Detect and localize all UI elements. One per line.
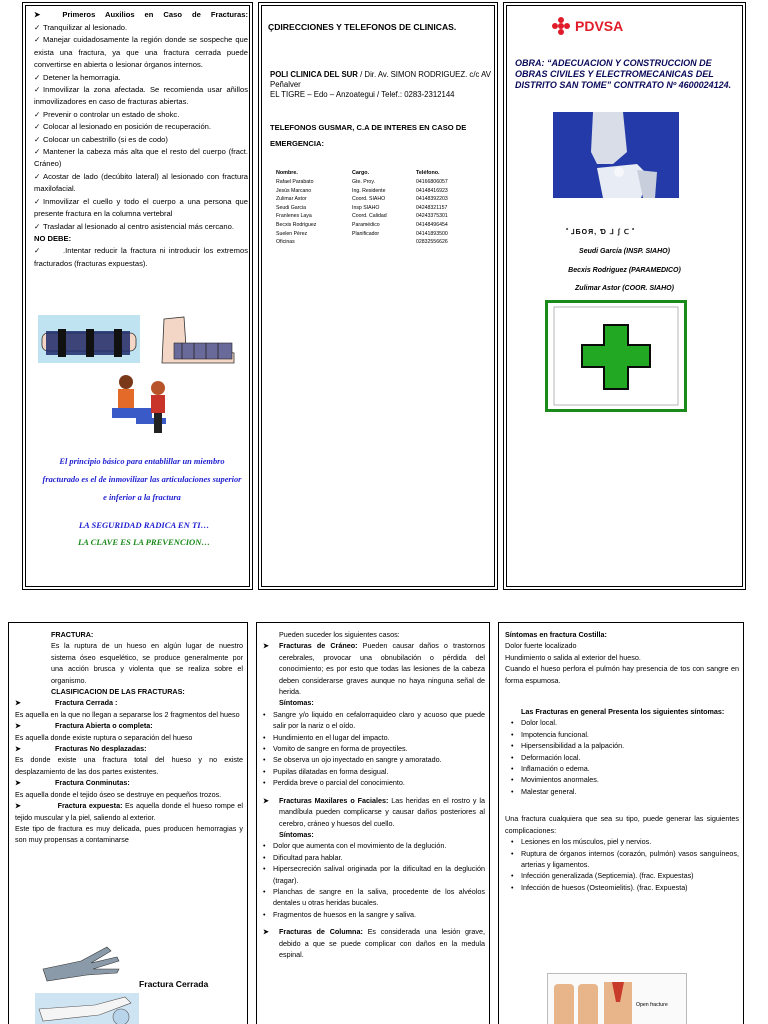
craneo-sintoma: • Hundimiento en el lugar del impacto. [263,732,485,743]
first-aid-step: ✓ Colocar al lesionado en posición de recuperación. [34,121,248,133]
contact-role: Paramédico [352,221,380,228]
first-aid-list [34,22,248,233]
check-icon: ✓ [34,23,41,32]
hand-xray-image [37,939,127,983]
costilla-line: Dolor fuerte localizado [505,641,577,651]
arrow-icon: ➤ [15,721,22,731]
columna-section: ➤ Fracturas de Columna: Es considerada una lesión grave, debido a que se puede complicar con daños en la medula espinal. [263,927,486,959]
general-sintoma: • Dolor local. [511,717,739,728]
fracture-heading: FRACTURA: [51,630,94,639]
clinics-heading: ÇDIRECCIONES Y TELEFONOS DE CLINICAS. [268,22,457,32]
first-aid-step: ✓ Colocar un cabestrillo (si es de codo) [34,134,248,146]
complicaciones-list [505,836,739,893]
arrow-icon: ➤ [15,778,22,788]
check-icon: ✓ [34,72,41,82]
complicacion: • Ruptura de órganos internos (corazón, pulmón) vasos sanguíneos, arterias y ligamentos. [511,848,739,871]
contact-row [276,204,452,213]
first-aid-step: ✓ Tranquilizar al lesionado. [34,22,248,34]
check-icon: ✓ [34,246,41,256]
craneo-sintoma: • Perdida breve o parcial del conocimiento. [263,777,485,788]
check-icon: ✓ [34,147,41,157]
maxilar-sintoma: • Hipersecreción salival originada por la dificultad en la deglución (tragar). [263,863,485,886]
open-fracture-caption: Open fracture [636,1002,668,1008]
fracture-type-desc: Es aquella en la que no llegan a separarse los 2 fragmentos del hueso [15,709,240,719]
maxilar-sintoma: • Dificultad para hablar. [263,852,485,863]
general-sintoma: • Inflamación o edema. [511,763,739,774]
first-aid-step: ✓ Prevenir o controlar un estado de shokc. [34,109,248,121]
contact-phone: 04248321157 [416,204,448,211]
col-header-role: Cargo. [352,170,370,176]
complicacion: • Infección de huesos (Osteomielitis). (frac. Expuesta) [511,882,739,893]
contact-row [276,187,452,196]
contact-phone: 04148392203 [416,196,448,203]
contacts-table [276,170,452,247]
complicacion: • Infección generalizada (Septicemia). (frac. Expuestas) [511,870,739,881]
check-icon: ✓ [34,221,41,231]
check-icon: ✓ [34,35,41,45]
arm-bone-image [35,993,139,1024]
general-sintoma: • Movimientos anormales. [511,774,739,785]
first-aid-cross-icon [545,300,687,412]
classification-heading: CLASIFICACION DE LAS FRACTURAS: [51,687,185,697]
credit-coordinator: Zulimar Astor (COOR. SIAHO) [575,285,674,292]
contact-role: Ing. Residente [352,187,386,194]
col-header-phone: Teléfono. [416,170,440,176]
pdvsa-logo: PDVSA [551,14,651,38]
motto-security: LA SEGURIDAD RADICA EN TI… [78,520,210,530]
first-aid-panel [22,2,253,590]
symptoms-panel [498,622,744,1024]
first-aid-title: ➤ Primeros Auxilios en Caso de Fracturas: [34,10,248,19]
costilla-lines [505,640,739,686]
first-aid-step: ✓ Trasladar al lesionado al centro asistencial más cercano. [34,221,248,233]
craneo-section: ➤ Fracturas de Cráneo: Pueden causar daños o trastornos cerebrales, provocar una obnubilación o pérdida del conocimiento; es por esto que todas las lesiones de la cabeza deben considerarse graves aunque no haya ninguna señal de herida. [263,641,485,697]
contact-phone: 04243375301 [416,213,448,220]
contact-role [344,238,404,247]
contact-role: Insp SIAHO [352,204,380,211]
contact-phone: 04166806057 [416,179,448,185]
contact-role: Coord. Calidad [352,213,387,220]
check-icon: ✓ [34,122,41,132]
first-aid-step: ✓ Inmovilizar la zona afectada. Se recomienda usar añillos inmovilizadores en caso de fracturas abiertas. [34,85,248,107]
contact-name: Franlenes Laya [276,213,312,220]
project-title: OBRA: “ADECUACION Y CONSTRUCCION DE OBRAS CIVILES Y ELECTROMECANICAS DEL DISTRITO SAN TOME” CONTRATO Nº 4600024124. [515,58,732,90]
contact-name: Zulimar Astor [276,196,307,203]
fracture-type-name: ➤ Fracturas No desplazadas: [15,744,147,754]
craneo-sintomas-label: Síntomas: [279,698,314,708]
maxilar-sintoma: • Fragmentos de huesos en la sangre y saliva. [263,909,485,920]
general-sintoma: • Deformación local. [511,752,739,763]
fracture-type-desc: Es donde existe una fractura total del hueso y no existe desplazamiento de las dos partes existentes. [15,755,243,776]
maxilar-sintomas-label: Síntomas: [279,829,314,839]
contact-role: Gte. Proy. [352,179,375,185]
general-sintoma: • Malestar general. [511,786,739,797]
fracture-types [15,697,243,800]
craneo-sintoma: • Se observa un ojo inyectado en sangre y amoratado. [263,754,485,765]
contact-row [276,178,452,187]
first-aid-step: ✓ Acostar de lado (decúbito lateral) al lesionado con fractura maxilofacial. [34,171,248,194]
general-sintomas-list [505,717,739,797]
first-aid-figures-image [96,372,196,436]
craneo-sintoma: • Sangre y/o liquido en cefalorraquideo claro y acuoso que puede salir por la nariz o el oído. [263,709,485,732]
credit-paramedic: Becxis Rodriguez (PARAMEDICO) [568,267,681,274]
costilla-title: Síntomas en fractura Costilla: [505,630,607,639]
contact-name: Rafael Parabato [276,179,314,185]
pdvsa-emblem-icon [551,16,571,36]
clinics-panel [258,2,498,590]
cover-panel [503,2,746,590]
closed-fracture-caption: Fractura Cerrada [139,979,209,989]
contact-name: Jesús Marcano [276,187,312,194]
fracture-type-name: ➤ Fractura Abierta o completa: [15,721,153,731]
fracture-definition-panel [8,622,248,1024]
craneo-sintoma: • Pupilas dilatadas en forma desigual. [263,766,485,777]
arrow-icon: ➤ [263,927,270,937]
contact-phone: 02832556626 [416,239,448,246]
knee-bone-image [553,112,679,198]
contact-row [276,238,452,247]
contact-row [276,212,452,221]
fracture-type-name: ➤ Fractura Conminutas: [15,778,130,788]
fracture-type-name: ➤ Fractura Cerrada : [15,698,118,708]
fracture-type-desc: Es aquella donde el tejido óseo se destruye en pequeños trozos. [15,789,222,799]
clinic-name: POLI CLINICA DEL SUR [270,70,358,79]
leg-splint-image [34,309,248,369]
maxilar-sintoma: • Planchas de sangre en la saliva, procedente de los alvéolos dentales u otras heridas bucales. [263,886,485,909]
arrow-icon: ➤ [34,10,41,19]
fracture-definition: Es la ruptura de un hueso en algún lugar de nuestro sistema óseo esquelético, se produce generalmente por una acción brusca y violenta que se realiza sobre el organismo. [51,641,243,685]
first-aid-step: ✓ Manejar cuidadosamente la región donde se sospeche que exista una fractura, ya que una fractura cerrada puede convertirse en abierta o lesionar órganos internos. [34,35,248,70]
clinic-info [270,70,494,100]
emergency-heading: TELEFONOS GUSMAR, C.A DE INTERES EN CASO DE EMERGENCIA: [270,123,467,148]
no-debe-item: ✓ .Intentar reducir la fractura ni introducir los extremos fracturados (fracturas expuestas). [34,246,248,268]
check-icon: ✓ [34,109,41,119]
contact-row [276,230,452,239]
open-fracture-image [547,973,687,1024]
maxilar-sintoma: • Dolor que aumenta con el movimiento de la deglución. [263,840,485,851]
arrow-icon: ➤ [15,698,22,708]
craneo-sintoma: • Vomito de sangre en forma de proyectiles. [263,743,485,754]
credit-inspector: Seudi García (INSP. SIAHO) [579,248,670,255]
decorative-glyphs: ⷶ ⅃ƂOЯ, Ɗ ⅃ ʃ ᑕ ⷶ [567,229,634,236]
costilla-line: Cuando el hueso perfora el pulmón hay presencia de tos con sangre en forma espumosa. [505,664,739,685]
first-aid-step: ✓ Detener la hemorragia. [34,72,248,84]
clinic-city: EL TIGRE – Edo – Anzoategui / Telef.: 0283-2312144 [270,90,455,99]
clinic-address: / Dir. Av. SIMON RODRIGUEZ. c/c AV Peñalver [270,70,491,89]
check-icon: ✓ [34,85,41,95]
general-sintoma: • Impotencia funcional. [511,729,739,740]
contact-row [276,195,452,204]
no-debe-label: NO DEBE: [34,233,72,243]
contact-role: Coord. SIAHO [352,196,386,203]
fracture-cases-panel [256,622,490,1024]
complicacion: • Lesiones en los músculos, piel y nervios. [511,836,739,847]
complicaciones-intro: Una fractura cualquiera que sea su tipo, puede generar las siguientes complicaciones: [505,814,739,835]
col-header-name: Nombre. [276,170,298,176]
craneo-sintomas-list [263,709,485,789]
arrow-icon: ➤ [263,795,270,805]
costilla-line: Hundimiento o salida al exterior del hueso. [505,652,641,662]
splint-images [34,309,248,369]
fracture-expuesta: ➤ Fractura expuesta: Es aquella donde el hueso rompe el tejido muscular y la piel, saliendo al exterior. [15,801,244,822]
contact-name: Oficinas [276,239,295,246]
contact-name: Seudi Garcia [276,204,306,211]
contact-row [276,221,452,230]
contact-phone: 04148416923 [416,187,448,194]
arrow-icon: ➤ [15,744,22,754]
contact-phone: 04141893500 [416,230,448,237]
maxilar-sintomas-list [263,840,485,920]
check-icon: ✓ [34,196,41,206]
motto-prevention: LA CLAVE ES LA PREVENCION… [77,537,211,547]
maxilar-section: ➤ Fracturas Maxilares o Faciales: Las heridas en el rostro y la mandíbula pueden complicarse y causar daños posteriores al cerebro, cráneo y huesos del cuello. [263,795,486,828]
cases-intro: Pueden suceder los siguientes casos: [279,630,400,639]
contact-name: Suelen Pérez [276,230,308,237]
fracture-type-desc: Es aquella donde existe ruptura o separación del hueso [15,732,193,742]
arrow-icon: ➤ [263,641,270,651]
fracture-warning: Este tipo de fractura es muy delicada, pues producen hemorragias y son muy propensas a contaminarse [15,823,243,845]
general-sintomas-title: Las Fracturas en general Presenta los siguientes síntomas: [521,707,725,717]
first-aid-step: ✓ Mantener la cabeza más alta que el resto del cuerpo (fract. Cráneo) [34,147,248,169]
check-icon: ✓ [34,134,41,144]
check-icon: ✓ [34,171,41,181]
first-aid-step: ✓ Inmovilizar el cuello y todo el cuerpo a una persona que presente fractura en la columna vertebral [34,196,248,219]
general-sintoma: • Hipersensibilidad a la palpación. [511,740,739,751]
contact-phone: 04148496454 [416,221,448,228]
principle-text: El principio básico para entablillar un miembro fracturado es el de inmovilizar las articulaciones superior e inferior a la fractura [42,457,242,502]
contact-role: Planificador [352,230,380,237]
arrow-icon: ➤ [15,801,22,811]
contact-name: Becxis Rodriguez [276,221,317,228]
